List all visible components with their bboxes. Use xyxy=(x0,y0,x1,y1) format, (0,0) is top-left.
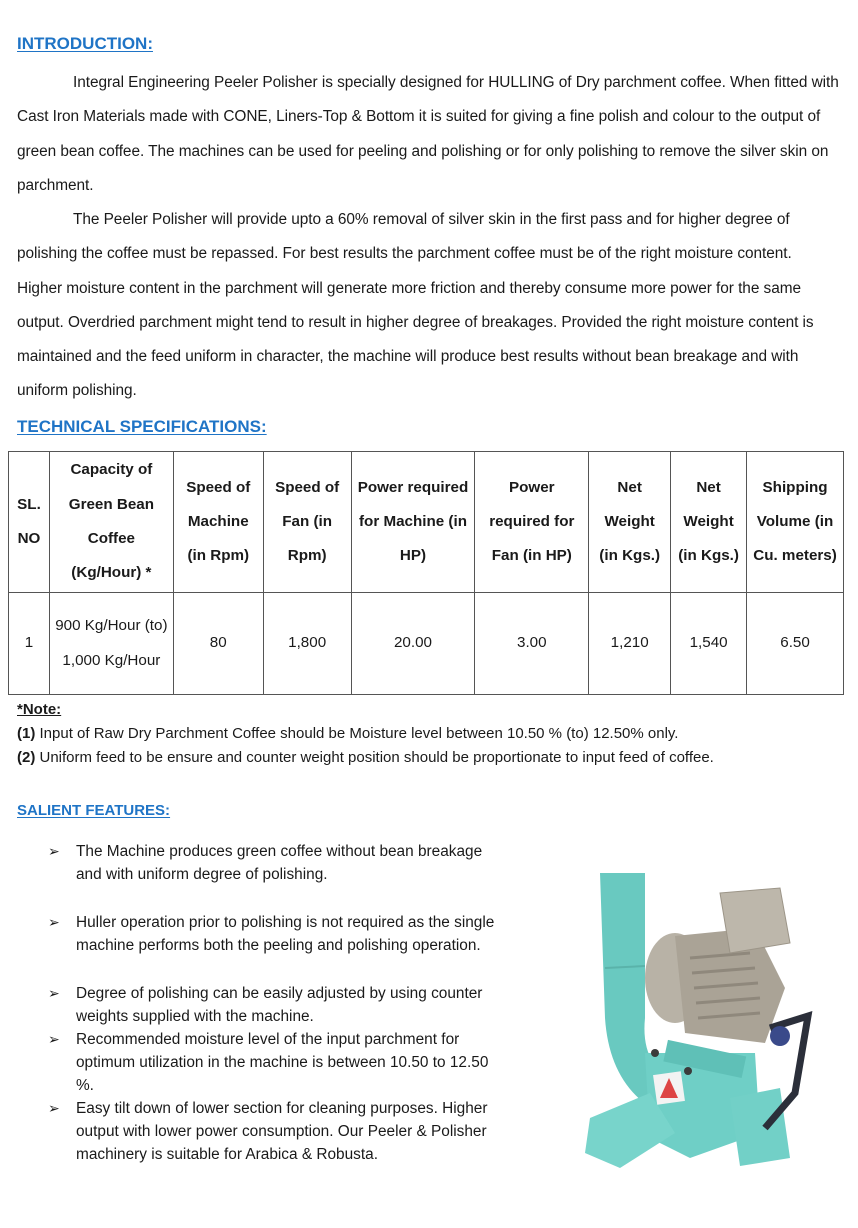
note-title: *Note: xyxy=(17,701,62,718)
arrowhead-bullet-icon: ➢ xyxy=(48,914,60,930)
technical-specifications-heading: TECHNICAL SPECIFICATIONS: xyxy=(17,417,267,436)
arrowhead-bullet-icon: ➢ xyxy=(48,985,60,1001)
cell-gross-weight: 1,540 xyxy=(671,593,747,695)
col-header-sl-no: SL. NO xyxy=(9,452,50,593)
cell-machine-speed: 80 xyxy=(173,593,263,695)
col-header-fan-power: Power required for Fan (in HP) xyxy=(475,452,589,593)
arrowhead-bullet-icon: ➢ xyxy=(48,1100,60,1116)
feature-text: Easy tilt down of lower section for cleaning purposes. Higher output with lower power consumption. Our Peeler & Polisher machinery is suitable for Arabica & Robusta. xyxy=(76,1100,488,1163)
col-header-gross-weight: Net Weight (in Kgs.) xyxy=(671,452,747,593)
note-section xyxy=(17,698,714,770)
note-item xyxy=(17,722,714,746)
intro-paragraph-2: The Peeler Polisher will provide upto a 60% removal of silver skin in the first pass and for higher degree of polishing the coffee must be repassed. For best results the parchment coffee must be of the right moisture content. Higher moisture content in the parchment will generate more friction and thereby consume more power for the same output. Overdried parchment might tend to result in higher degree of breakages. Provided the right moisture content is maintained and the feed uniform in character, the machine will produce best results without bean breakage and with uniform polishing. xyxy=(17,211,814,400)
cell-fan-power: 3.00 xyxy=(475,593,589,695)
note-text: Input of Raw Dry Parchment Coffee should be Moisture level between 10.50 % (to) 12.50% only. xyxy=(35,725,679,742)
col-header-net-weight: Net Weight (in Kgs.) xyxy=(589,452,671,593)
feature-text: The Machine produces green coffee without bean breakage and with uniform degree of polishing. xyxy=(76,843,483,883)
cell-machine-power: 20.00 xyxy=(351,593,475,695)
feature-text: Recommended moisture level of the input parchment for optimum utilization in the machine is between 10.50 to 12.50 %. xyxy=(76,1031,489,1094)
spec-table xyxy=(8,451,844,695)
spec-header-row xyxy=(9,452,844,593)
list-item xyxy=(48,1028,498,1097)
arrowhead-bullet-icon: ➢ xyxy=(48,1031,60,1047)
col-header-machine-power: Power required for Machine (in HP) xyxy=(351,452,475,593)
col-header-shipping-volume: Shipping Volume (in Cu. meters) xyxy=(747,452,844,593)
feature-text: Degree of polishing can be easily adjusted by using counter weights supplied with the machine. xyxy=(76,985,483,1025)
cell-shipping-volume: 6.50 xyxy=(747,593,844,695)
features-list xyxy=(48,840,498,1166)
table-row xyxy=(9,593,844,695)
peeler-polisher-machine-photo xyxy=(580,868,820,1168)
cell-net-weight: 1,210 xyxy=(589,593,671,695)
list-item xyxy=(48,982,498,1028)
note-item xyxy=(17,746,714,770)
note-text: Uniform feed to be ensure and counter weight position should be proportionate to input feed of coffee. xyxy=(35,749,714,766)
note-number: (2) xyxy=(17,749,36,766)
intro-paragraph-1: Integral Engineering Peeler Polisher is specially designed for HULLING of Dry parchment coffee. When fitted with Cast Iron Materials made with CONE, Liners-Top & Bottom it is suited for giving a fine polish and colour to the output of green bean coffee. The machines can be used for peeling and polishing or for only polishing to remove the silver skin on parchment. xyxy=(17,74,839,194)
salient-features-heading: SALIENT FEATURES: xyxy=(17,802,171,819)
cell-fan-speed: 1,800 xyxy=(263,593,351,695)
terminal-box xyxy=(720,888,790,953)
feature-text: Huller operation prior to polishing is not required as the single machine performs both the peeling and polishing operation. xyxy=(76,914,495,954)
note-number: (1) xyxy=(17,725,36,742)
introduction-heading: INTRODUCTION: xyxy=(17,34,153,53)
list-item xyxy=(48,840,498,886)
col-header-fan-speed: Speed of Fan (in Rpm) xyxy=(263,452,351,593)
arrowhead-bullet-icon: ➢ xyxy=(48,843,60,859)
col-header-machine-speed: Speed of Machine (in Rpm) xyxy=(173,452,263,593)
col-header-capacity: Capacity of Green Bean Coffee (Kg/Hour) * xyxy=(49,452,173,593)
list-item xyxy=(48,1097,498,1166)
cell-sl-no: 1 xyxy=(9,593,50,695)
cell-capacity: 900 Kg/Hour (to) 1,000 Kg/Hour xyxy=(49,593,173,695)
list-item xyxy=(48,911,498,957)
